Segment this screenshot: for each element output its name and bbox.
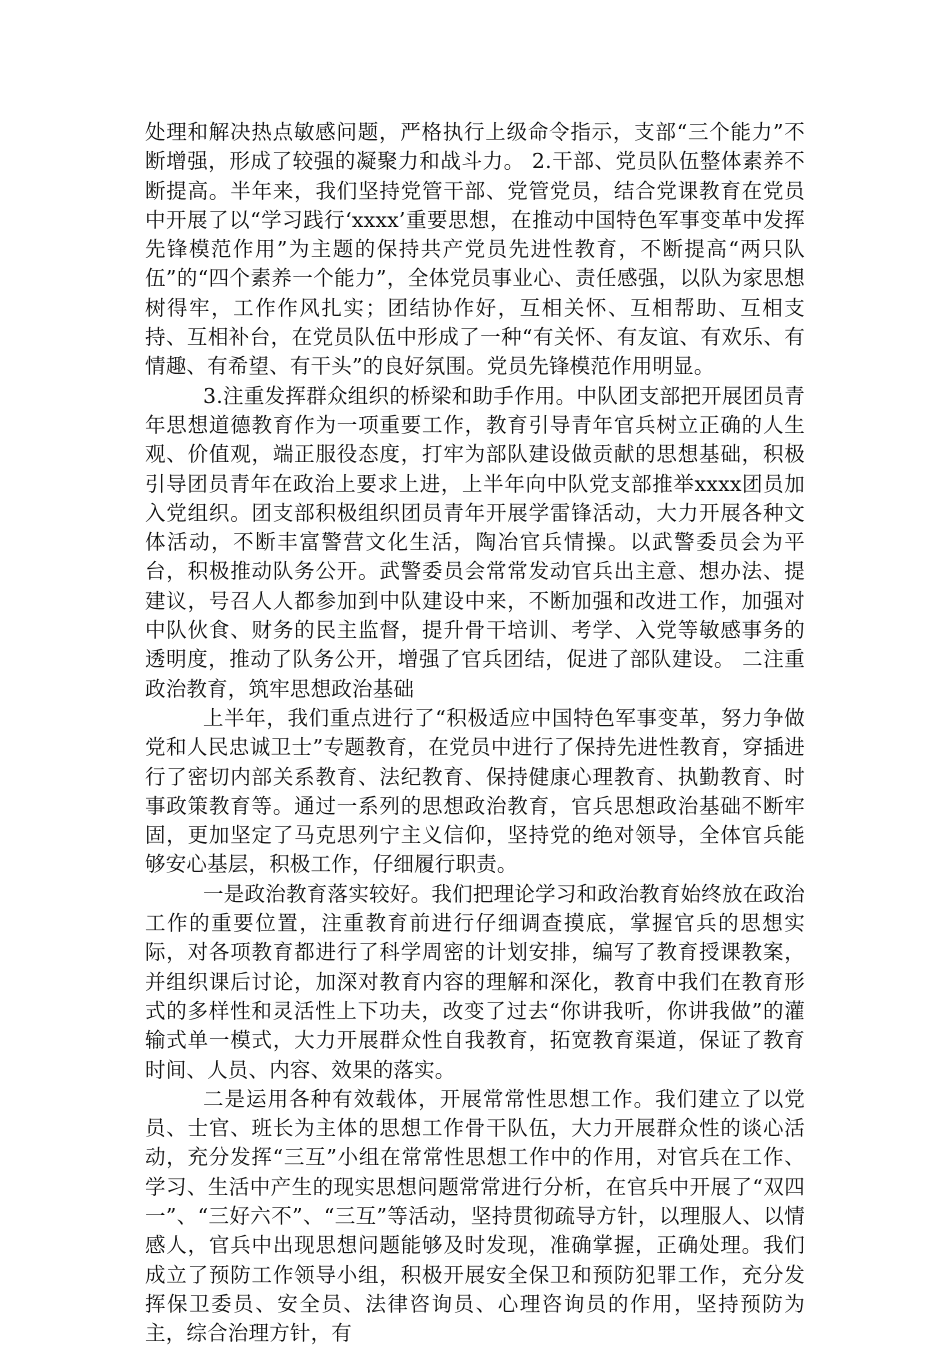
- paragraph-4: 一是政治教育落实较好。我们把理论学习和政治教育始终放在政治工作的重要位置，注重教育前进行仔细调查摸底，掌握官兵的思想实际，对各项教育都进行了科学周密的计划安排，编写了教育授课教案，并组织课后讨论，加深对教育内容的理解和深化，教育中我们在教育形式的多样性和灵活性上下功夫，改变了过去“你讲我听，你讲我做”的灌输式单一模式，大力开展群众性自我教育，拓宽教育渠道，保证了教育时间、人员、内容、效果的落实。: [145, 881, 805, 1082]
- paragraph-1: 处理和解决热点敏感问题，严格执行上级命令指示，支部“三个能力”不断增强，形成了较强的凝聚力和战斗力。 2.干部、党员队伍整体素养不断提高。半年来，我们坚持党管干部、党管党员，结合党课教育在党员中开展了以“学习践行‘xxxx’重要思想，在推动中国特色军事变革中发挥先锋模范作用”为主题的保持共产党员先进性教育，不断提高“两只队伍”的“四个素养一个能力”，全体党员事业心、责任感强，以队为家思想树得牢，工作作风扎实；团结协作好，互相关怀、互相帮助、互相支持、互相补台，在党员队伍中形成了一种“有关怀、有友谊、有欢乐、有情趣、有希望、有干头”的良好氛围。党员先锋模范作用明显。: [145, 120, 805, 379]
- paragraph-2: 3.注重发挥群众组织的桥梁和助手作用。中队团支部把开展团员青年思想道德教育作为一项重要工作，教育引导青年官兵树立正确的人生观、价值观，端正服役态度，打牢为部队建设做贡献的思想基础，积极引导团员青年在政治上要求上进，上半年向中队党支部推举xxxx团员加入党组织。团支部积极组织团员青年开展学雷锋活动，大力开展各种文体活动，不断丰富警营文化生活，陶冶官兵情操。以武警委员会为平台，积极推动队务公开。武警委员会常常发动官兵出主意、想办法、提建议，号召人人都参加到中队建设中来，不断加强和改进工作，加强对中队伙食、财务的民主监督，提升骨干培训、考学、入党等敏感事务的透明度，推动了队务公开，增强了官兵团结，促进了部队建设。 二注重政治教育，筑牢思想政治基础: [145, 383, 805, 701]
- paragraph-3: 上半年，我们重点进行了“积极适应中国特色军事变革，努力争做党和人民忠诚卫士”专题教育，在党员中进行了保持先进性教育，穿插进行了密切内部关系教育、法纪教育、保持健康心理教育、执勤教育、时事政策教育等。通过一系列的思想政治教育，官兵思想政治基础不断牢固，更加坚定了马克思列宁主义信仰，坚持党的绝对领导，全体官兵能够安心基层，积极工作，仔细履行职责。: [145, 705, 805, 877]
- paragraph-5: 二是运用各种有效载体，开展常常性思想工作。我们建立了以党员、士官、班长为主体的思想工作骨干队伍，大力开展群众性的谈心活动，充分发挥“三互”小组在常常性思想工作中的作用，对官兵在工作、学习、生活中产生的现实思想问题常常进行分析，在官兵中开展了“双四一”、“三好六不”、“三互”等活动，坚持贯彻疏导方针，以理服人、以情感人，官兵中出现思想问题能够及时发现，准确掌握，正确处理。我们成立了预防工作领导小组，积极开展安全保卫和预防犯罪工作，充分发挥保卫委员、安全员、法律咨询员、心理咨询员的作用，坚持预防为主，综合治理方针，有: [145, 1086, 805, 1346]
- document-body: [145, 118, 805, 1348]
